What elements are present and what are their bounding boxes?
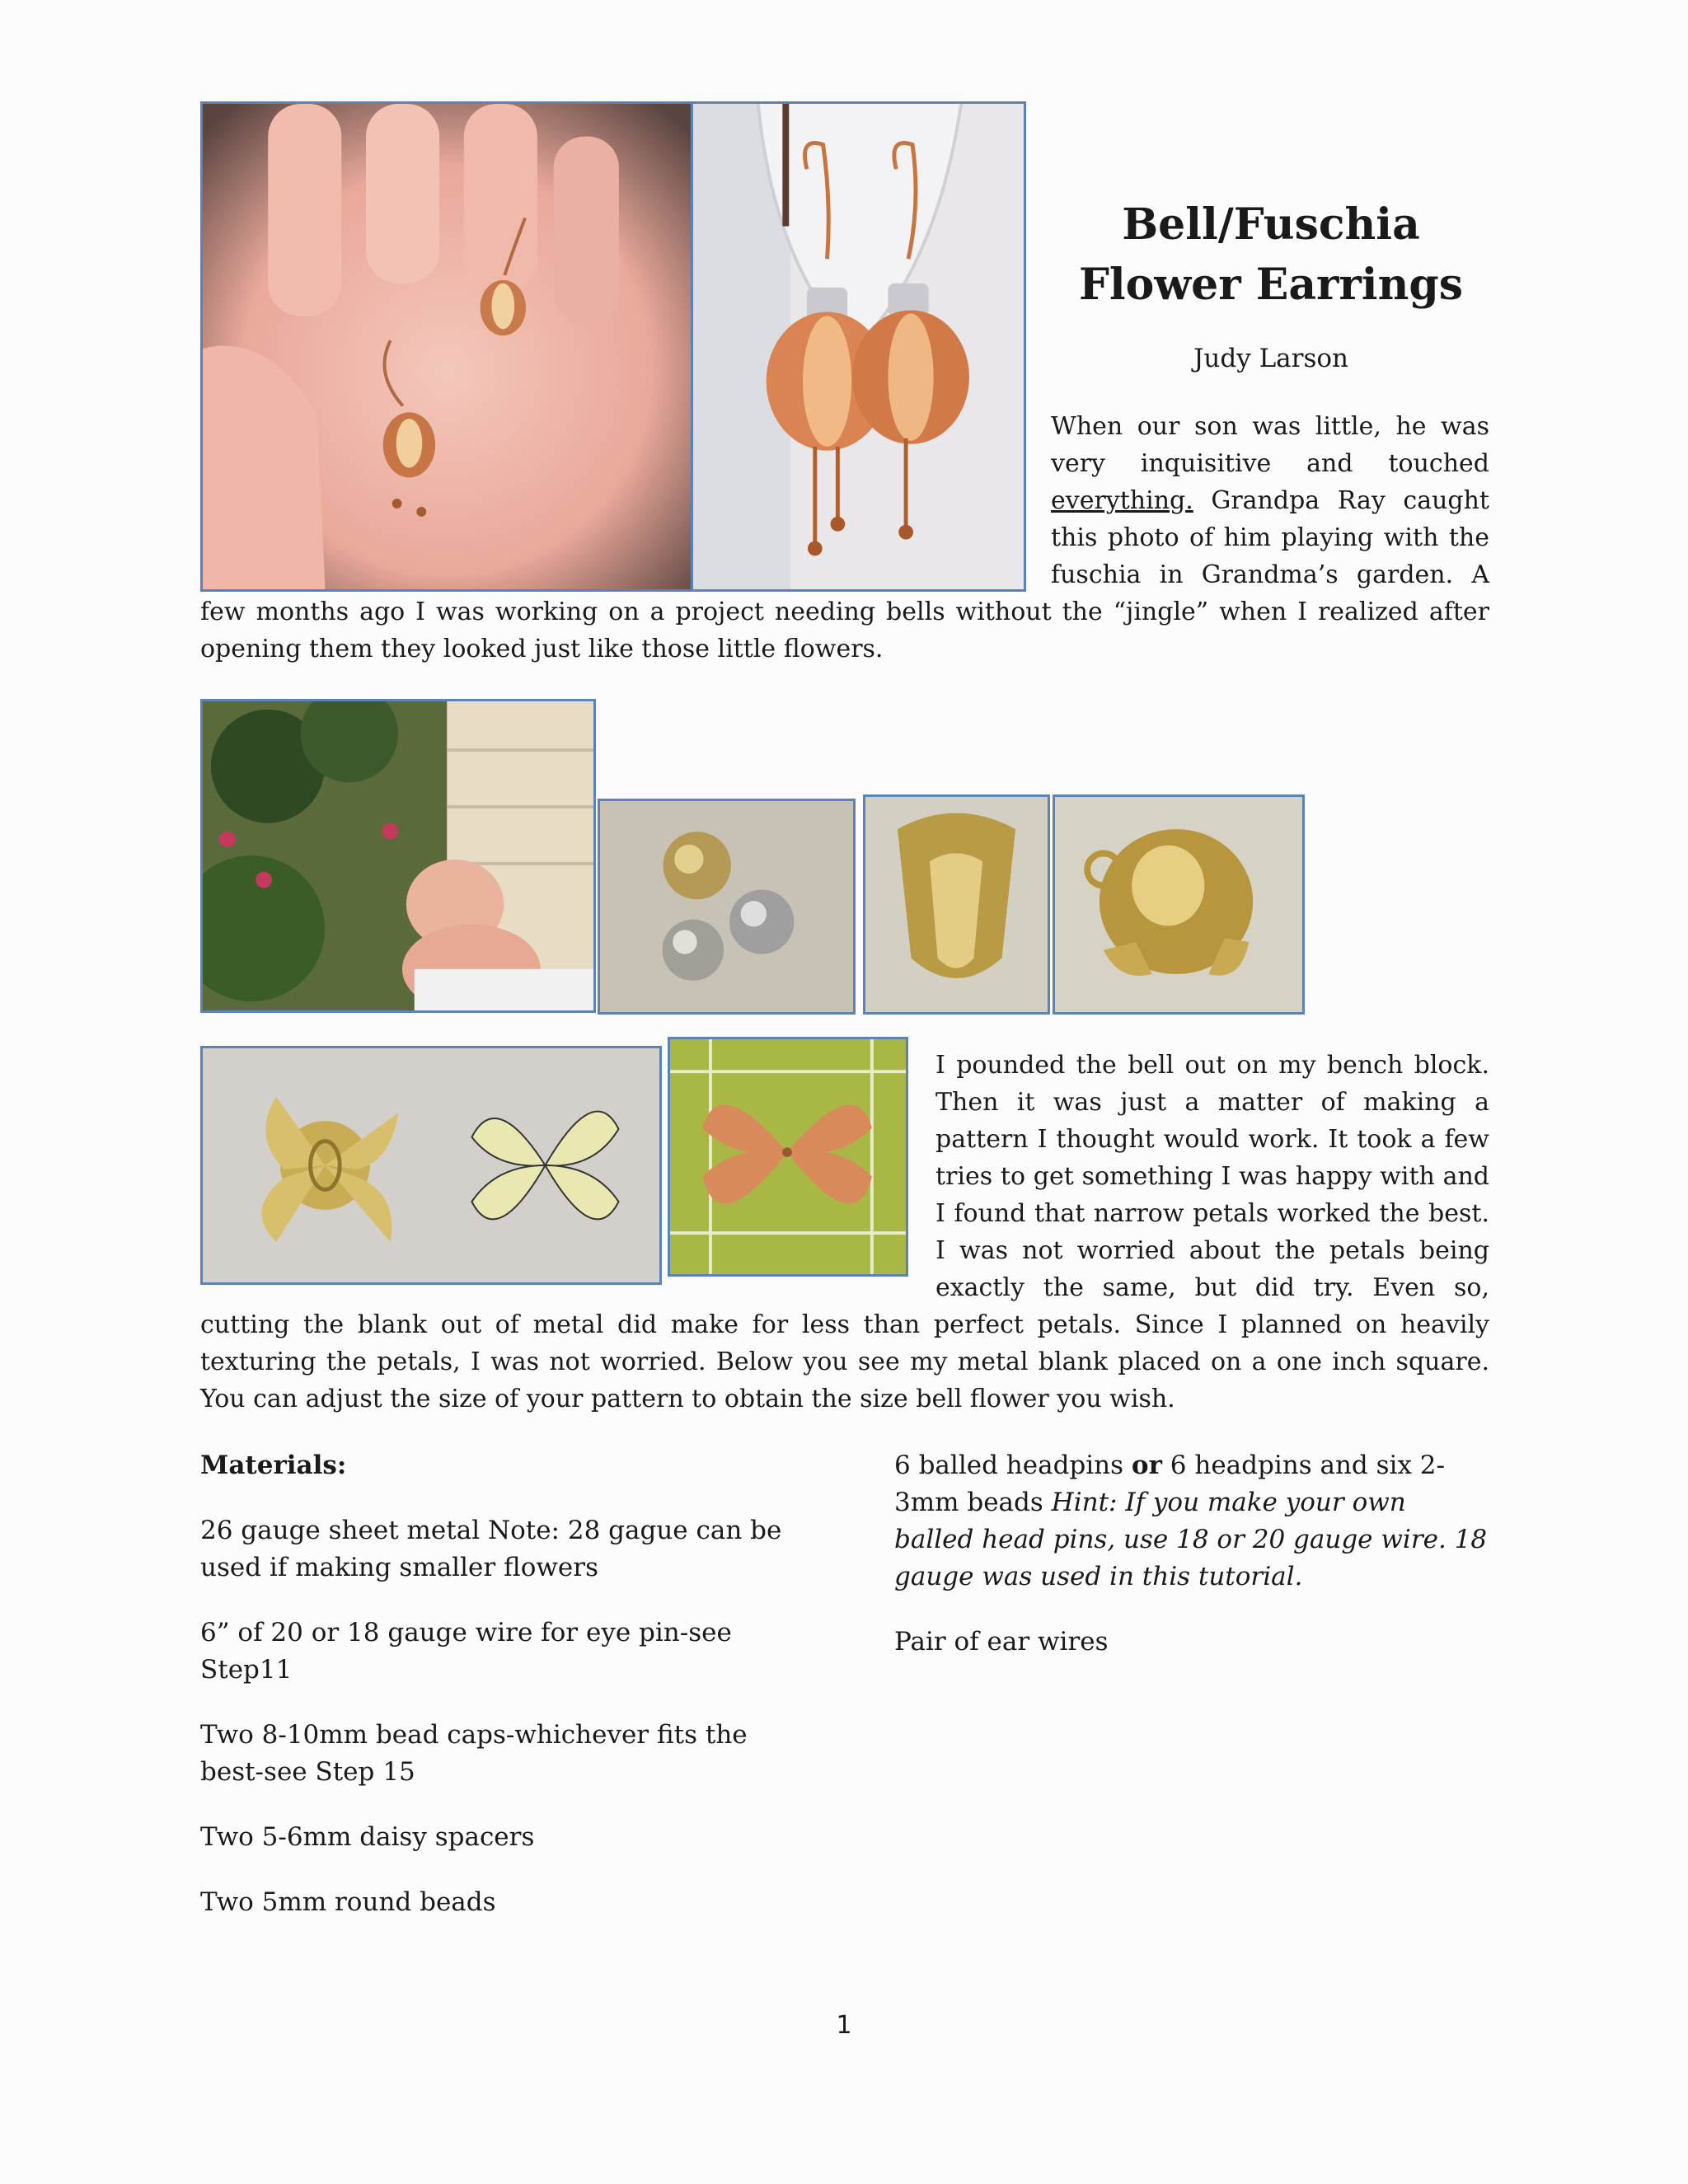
author-name: Judy Larson: [1193, 344, 1349, 373]
intro-emphasis: everything.: [1051, 486, 1193, 515]
intro-paragraph: [200, 408, 1489, 668]
pattern-paragraph: [200, 1047, 1489, 1418]
material-headpins: [894, 1447, 1489, 1596]
pattern-text: I pounded the bell out on my bench block. Then it was just a matter of making a pattern I thought would work. It took a few tries to get something I was happy with and I found that narrow petals worked the best. I was not worried about the petals being exactly the same, but did try. Even so, cutting the blank out of metal did make for less than perfect petals. Since I planned on heavily texturing the petals, I was not worried. Below you see my metal blank placed on a one inch square. You can adjust the size of your pattern to obtain the size bell flower you wish.: [200, 1051, 1489, 1413]
headpins-hint: Hint: If you make your own balled head pins, use 18 or 20 gauge wire. 18 gauge was used in this tutorial.: [894, 1488, 1488, 1591]
pattern-wrap-spacer: [200, 1047, 935, 1306]
photo-jingle-bells: [598, 799, 856, 1015]
headpins-text-b: 6 headpins and six 2-3mm beads: [894, 1451, 1445, 1517]
intro-lead: When our son was little, he was very inquisitive and touched: [1051, 412, 1489, 478]
material-sheet-metal: 26 gauge sheet metal Note: 28 gague can be used if making smaller flowers: [200, 1516, 782, 1582]
intro-wrap-spacer: [200, 408, 1051, 593]
intro-rest: Grandpa Ray caught this photo of him playing with the fuschia in Grandma’s garden. A few months ago I was working on a project needing bells without the “jingle” when I realized after opening them they looked just like those little flowers.: [200, 486, 1489, 663]
materials-right-column: [894, 1447, 1489, 1689]
material-wire: 6” of 20 or 18 gauge wire for eye pin-see Step11: [200, 1618, 732, 1685]
page-number: 1: [836, 2011, 852, 2040]
material-ear-wires: Pair of ear wires: [894, 1627, 1109, 1657]
photo-baby-with-fuschia: [200, 699, 596, 1013]
material-daisy-spacers: Two 5-6mm daisy spacers: [200, 1822, 535, 1852]
page-title: Bell/Fuschia Flower Earrings: [1078, 199, 1464, 310]
material-bead-caps: Two 8-10mm bead caps-whichever fits the best-see Step 15: [200, 1720, 748, 1787]
material-round-beads: Two 5mm round beads: [200, 1887, 496, 1917]
photo-bell-opened: [863, 794, 1050, 1015]
headpins-or: or: [1131, 1451, 1162, 1480]
materials-heading: Materials:: [200, 1451, 347, 1480]
headpins-text-a: 6 balled headpins: [894, 1451, 1132, 1480]
materials-left-column: [200, 1447, 785, 1949]
photo-bell-flower: [1053, 794, 1305, 1015]
